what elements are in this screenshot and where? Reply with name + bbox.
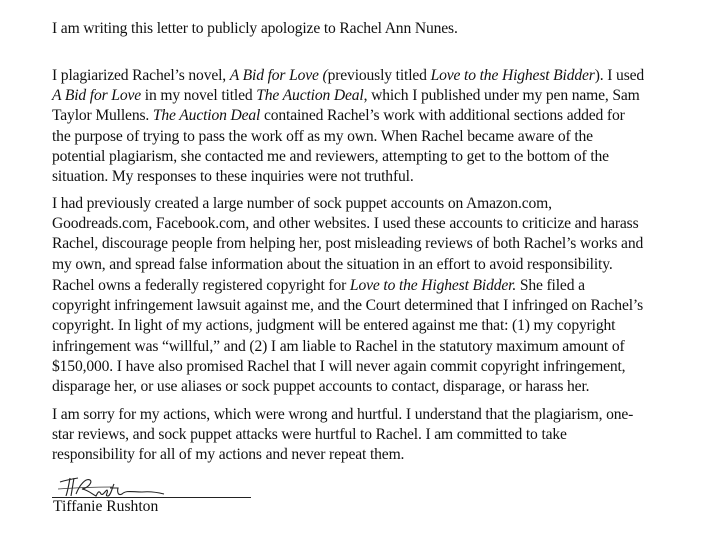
paragraph-plagiarism <box>52 66 702 187</box>
text-line <box>52 147 702 167</box>
text-line <box>52 194 702 214</box>
text-line <box>52 405 702 425</box>
text-run: star reviews, and sock puppet attacks were hurtful to Rachel. I am committed to take <box>52 426 567 444</box>
book-title: Love to the Highest Bidder. <box>349 277 517 294</box>
text-line <box>52 214 702 234</box>
text-line <box>52 425 702 445</box>
text-line <box>52 127 702 147</box>
text-run: Taylor Mullens. <box>52 107 153 125</box>
text-run: $150,000. I have also promised Rachel that I will never again commit copyright infringement, <box>52 357 626 375</box>
text-run: Goodreads.com, Facebook.com, and other websites. I used these accounts to criticize and harass <box>52 215 639 233</box>
text-run: , which I published under my pen name, Sam <box>363 87 640 105</box>
text-run: She filed a <box>516 277 585 294</box>
book-title: A Bid for Love ( <box>229 67 328 84</box>
text-run: my own, and spread false information about the situation in an effort to avoid responsibility. <box>52 255 613 273</box>
text-run: potential plagiarism, she contacted me and reviewers, attempting to get to the bottom of the <box>52 147 609 165</box>
text-run: copyright. In light of my actions, judgment will be entered against me that: (1) my copyright <box>52 317 616 335</box>
text-line <box>52 19 702 39</box>
signer-printed-name: Tiffanie Rushton <box>53 498 159 515</box>
text-run: the purpose of trying to pass the work off as my own. When Rachel became aware of the <box>52 127 593 145</box>
text-line <box>52 66 702 86</box>
text-line <box>52 445 702 465</box>
text-line <box>52 377 702 397</box>
text-run: I am writing this letter to publicly apologize to Rachel Ann Nunes. <box>52 20 458 37</box>
text-line <box>52 86 702 106</box>
text-run: situation. My responses to these inquiries were not truthful. <box>52 168 414 186</box>
paragraph-copyright <box>52 276 702 397</box>
text-line <box>52 255 702 275</box>
text-run: ). I used <box>594 67 645 84</box>
book-title: The Auction Deal <box>152 107 261 125</box>
text-run: I plagiarized Rachel’s novel, <box>52 67 230 84</box>
text-run: I had previously created a large number of sock puppet accounts on Amazon.com, <box>52 195 552 212</box>
text-run: in my novel titled <box>141 87 257 105</box>
signature-block <box>52 472 262 522</box>
text-run: infringement was “willful,” and (2) I am liable to Rachel in the statutory maximum amount of <box>52 337 625 355</box>
text-line <box>52 106 702 126</box>
text-run: contained Rachel’s work with additional sections added for <box>260 107 625 125</box>
book-title: The Auction Deal <box>256 87 364 105</box>
text-run: previously titled <box>327 67 431 84</box>
text-line <box>52 296 702 316</box>
paragraph-closing <box>52 405 702 466</box>
text-run: Rachel owns a federally registered copyright for <box>52 277 350 294</box>
text-line <box>52 337 702 357</box>
paragraph-opening <box>52 19 702 39</box>
text-line <box>52 357 702 377</box>
book-title: A Bid for Love <box>52 87 142 105</box>
text-line <box>52 167 702 187</box>
text-line <box>52 316 702 336</box>
text-line <box>52 276 702 296</box>
book-title: Love to the Highest Bidder <box>430 67 595 84</box>
text-run: responsibility for all of my actions and never repeat them. <box>52 446 405 464</box>
text-run: disparage her, or use aliases or sock puppet accounts to contact, disparage, or harass her. <box>52 378 590 396</box>
text-line <box>52 234 702 254</box>
paragraph-sock-puppets <box>52 194 702 275</box>
text-run: copyright infringement lawsuit against me, and the Court determined that I infringed on Rachel’s <box>52 297 644 315</box>
text-run: Rachel, discourage people from helping her, post misleading reviews of both Rachel’s works and <box>52 235 644 253</box>
text-run: I am sorry for my actions, which were wrong and hurtful. I understand that the plagiarism, one- <box>52 406 634 423</box>
